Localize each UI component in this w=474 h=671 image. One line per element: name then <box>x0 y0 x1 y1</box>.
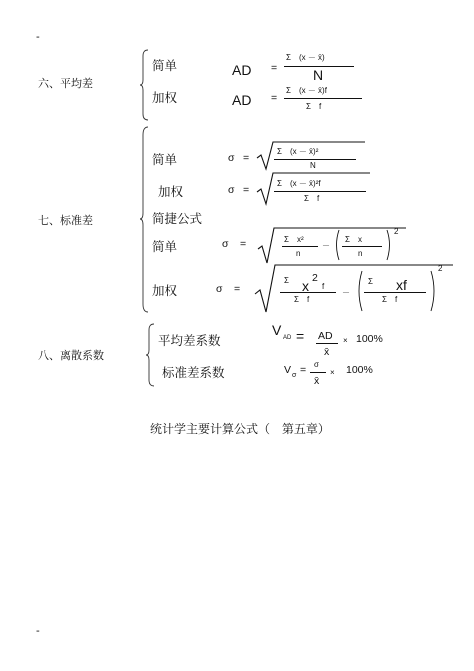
formula-lhs: V <box>272 322 282 338</box>
left-paren-icon <box>356 270 363 312</box>
brace-icon <box>146 324 156 386</box>
formula-label: 加权 <box>152 283 178 298</box>
formula-lhs: AD <box>232 62 252 78</box>
denominator: N <box>310 161 316 170</box>
numerator-var: x <box>302 278 309 294</box>
formula-label: 平均差系数 <box>158 333 221 348</box>
top-corner-mark: - <box>36 30 40 43</box>
formula-lhs: AD <box>232 92 252 108</box>
lhs-subscript: σ <box>292 372 297 379</box>
numerator-f: f <box>322 282 325 291</box>
equals-sign: = <box>234 283 241 295</box>
equals-sign: = <box>243 152 250 164</box>
denominator: x̄ <box>324 346 330 358</box>
equals-sign: = <box>271 92 278 104</box>
minus-sign: － <box>342 288 350 297</box>
section-heading: 八、离散系数 <box>38 349 104 362</box>
caption-chapter: 第五章） <box>281 422 330 436</box>
section-heading: 七、标准差 <box>38 214 93 227</box>
shortcut-heading: 简捷公式 <box>152 211 203 226</box>
times-sign: × <box>343 336 348 345</box>
sigma-symbol: σ <box>228 184 235 196</box>
denominator: N <box>313 67 324 83</box>
minus-sign: － <box>322 241 330 250</box>
denominator: n <box>358 249 363 258</box>
numerator-sigma: Σ <box>368 277 373 286</box>
numerator-sigma: Σ <box>284 276 289 285</box>
denominator: Σ f <box>306 102 322 111</box>
radical-icon <box>255 264 455 314</box>
section-heading: 六、平均差 <box>38 77 93 90</box>
numerator: Σ x <box>345 235 362 244</box>
fraction-bar <box>316 343 338 344</box>
page-caption <box>150 420 330 437</box>
numerator: Σ (x － x̄)f <box>286 86 327 95</box>
equals-sign: = <box>300 364 307 376</box>
equals-sign: = <box>271 62 278 74</box>
caption-title: 统计学主要计算公式（ <box>150 422 271 436</box>
fraction-bar <box>342 246 382 247</box>
fraction-bar <box>282 246 318 247</box>
equals-sign: = <box>296 328 305 344</box>
numerator-var: xf <box>396 277 407 293</box>
numerator: Σ (x － x̄) <box>286 53 325 62</box>
fraction-bar <box>274 159 356 160</box>
numerator: Σ x² <box>284 235 304 244</box>
brace-icon <box>140 127 150 312</box>
denominator: x̄ <box>314 375 320 387</box>
numerator: AD <box>318 330 333 342</box>
right-paren-icon <box>386 229 392 261</box>
numerator-exp: 2 <box>312 272 318 284</box>
bottom-corner-mark: - <box>36 624 40 637</box>
numerator: σ <box>314 360 319 369</box>
denominator: Σ f <box>294 295 310 304</box>
times-sign: × <box>330 368 335 377</box>
formula-label: 标准差系数 <box>162 365 225 380</box>
numerator: Σ (x － x̄)²f <box>277 179 321 188</box>
denominator: Σ f <box>304 194 320 203</box>
fraction-bar <box>280 292 336 293</box>
equals-sign: = <box>243 184 250 196</box>
exponent: 2 <box>394 227 399 236</box>
formula-label: 加权 <box>152 90 178 105</box>
right-paren-icon <box>430 270 437 312</box>
fraction-bar <box>274 191 366 192</box>
left-paren-icon <box>334 229 340 261</box>
numerator: Σ (x － x̄)² <box>277 147 319 156</box>
fraction-bar <box>364 292 426 293</box>
lhs-subscript: AD <box>283 335 292 341</box>
sigma-symbol: σ <box>222 238 229 250</box>
formula-lhs: V <box>284 364 292 376</box>
fraction-bar <box>284 98 362 99</box>
percent: 100% <box>356 333 383 345</box>
sigma-symbol: σ <box>228 152 235 164</box>
formula-label: 简单 <box>152 58 178 73</box>
formula-label: 简单 <box>152 239 178 254</box>
fraction-bar <box>310 372 326 373</box>
formula-label: 加权 <box>158 184 184 199</box>
brace-icon <box>140 50 150 120</box>
sigma-symbol: σ <box>216 283 223 295</box>
percent: 100% <box>346 364 373 376</box>
denominator: Σ f <box>382 295 398 304</box>
formula-label: 简单 <box>152 152 178 167</box>
exponent: 2 <box>438 264 443 273</box>
equals-sign: = <box>240 238 247 250</box>
denominator: n <box>296 249 301 258</box>
